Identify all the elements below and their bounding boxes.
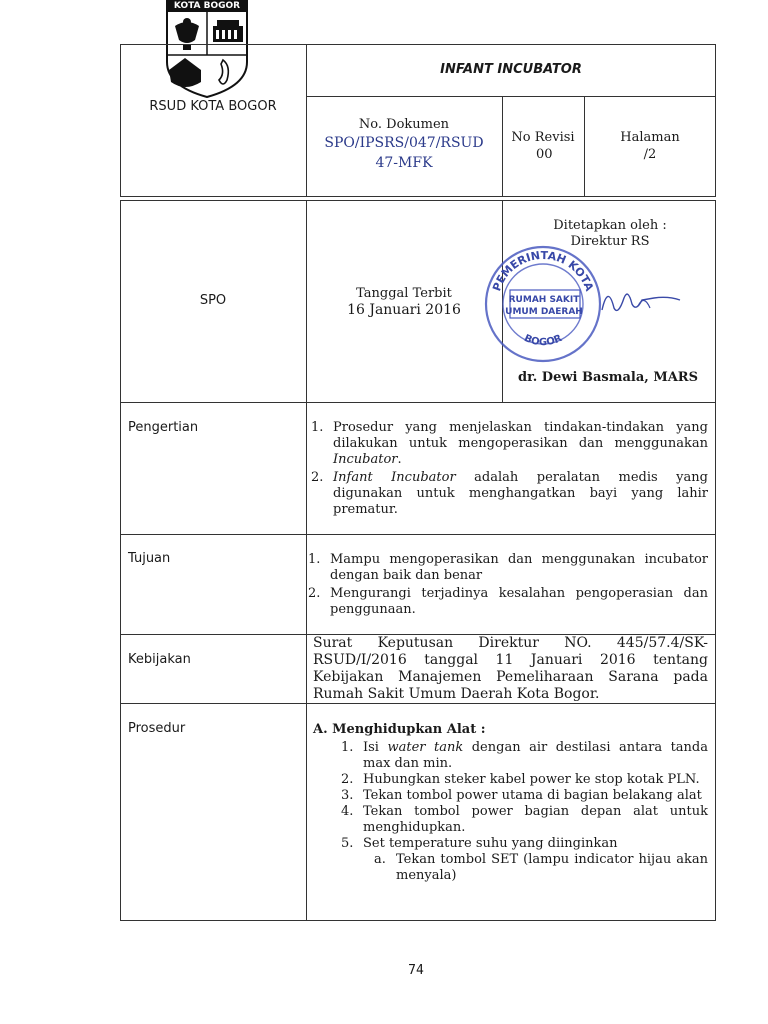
kebijakan-text: Surat Keputusan Direktur NO. 445/57.4/SK-RSUD/I/2016 tanggal 11 Januari 2016 tentang Kebijakan Manajemen Pemeliharaan Sarana pada Rumah Sakit Umum Daerah Kota Bogor. bbox=[313, 635, 708, 702]
doc-number-label: No. Dokumen bbox=[358, 117, 450, 132]
signature bbox=[598, 280, 688, 320]
section-label-prosedur: Prosedur bbox=[128, 721, 186, 736]
revision-label: No Revisi bbox=[511, 130, 575, 145]
tujuan-list bbox=[308, 552, 708, 618]
list-item: 1. Prosedur yang menjelaskan tindakan-tindakan yang dilakukan untuk mengoperasikan dan menggunakan Incubator. bbox=[311, 420, 708, 467]
approved-by-label: Ditetapkan oleh : bbox=[553, 218, 667, 233]
signatory-name: dr. Dewi Basmala, MARS bbox=[518, 370, 698, 385]
org-name: RSUD KOTA BOGOR bbox=[149, 99, 277, 114]
page-value: /2 bbox=[643, 147, 657, 162]
svg-text:RUMAH SAKIT: RUMAH SAKIT bbox=[508, 295, 580, 305]
approver-title: Direktur RS bbox=[570, 234, 650, 249]
section-label-kebijakan: Kebijakan bbox=[128, 652, 191, 667]
doc-number-value: SPO/IPSRS/047/RSUD bbox=[324, 135, 484, 151]
issue-date: 16 Januari 2016 bbox=[347, 302, 461, 318]
logo-banner-text: KOTA BOGOR bbox=[173, 1, 241, 11]
sub-list-item: a. Tekan tombol SET (lampu indicator hijau akan menyala) bbox=[374, 852, 708, 883]
page-number: 74 bbox=[408, 963, 424, 978]
svg-text:UMUM DAERAH: UMUM DAERAH bbox=[505, 307, 583, 317]
list-item: 2. Mengurangi terjadinya kesalahan pengoperasian dan penggunaan. bbox=[308, 586, 708, 617]
doc-number-value-2: 47-MFK bbox=[375, 155, 433, 171]
list-item: 4. Tekan tombol power bagian depan alat untuk menghidupkan. bbox=[341, 804, 708, 835]
prosedur-heading: A. Menghidupkan Alat : bbox=[313, 722, 486, 737]
page-label: Halaman bbox=[620, 130, 680, 145]
section-label-tujuan: Tujuan bbox=[128, 551, 171, 566]
list-item: 2. Infant Incubator adalah peralatan medis yang digunakan untuk menghangatkan bayi yang lahir prematur. bbox=[311, 470, 708, 517]
prosedur-steps bbox=[341, 740, 708, 884]
svg-text:BOGOR: BOGOR bbox=[522, 332, 564, 349]
issue-date-label: Tanggal Terbit bbox=[356, 286, 452, 301]
official-stamp bbox=[480, 244, 606, 364]
list-item: 5. Set temperature suhu yang diinginkan bbox=[341, 836, 618, 851]
list-item: 3. Tekan tombol power utama di bagian belakang alat bbox=[341, 788, 702, 803]
list-item: 1. Mampu mengoperasikan dan menggunakan incubator dengan baik dan benar bbox=[308, 552, 708, 583]
svg-text:PEMERINTAH KOTA: PEMERINTAH KOTA bbox=[490, 248, 596, 293]
section-label-pengertian: Pengertian bbox=[128, 420, 199, 435]
list-item: 2. Hubungkan steker kabel power ke stop kotak PLN. bbox=[341, 772, 700, 787]
document-title: INFANT INCUBATOR bbox=[440, 62, 582, 77]
spo-label: SPO bbox=[199, 293, 227, 308]
pengertian-list bbox=[311, 420, 708, 518]
revision-value: 00 bbox=[536, 147, 553, 162]
list-item: 1. Isi water tank dengan air destilasi antara tanda max dan min. bbox=[341, 740, 709, 771]
